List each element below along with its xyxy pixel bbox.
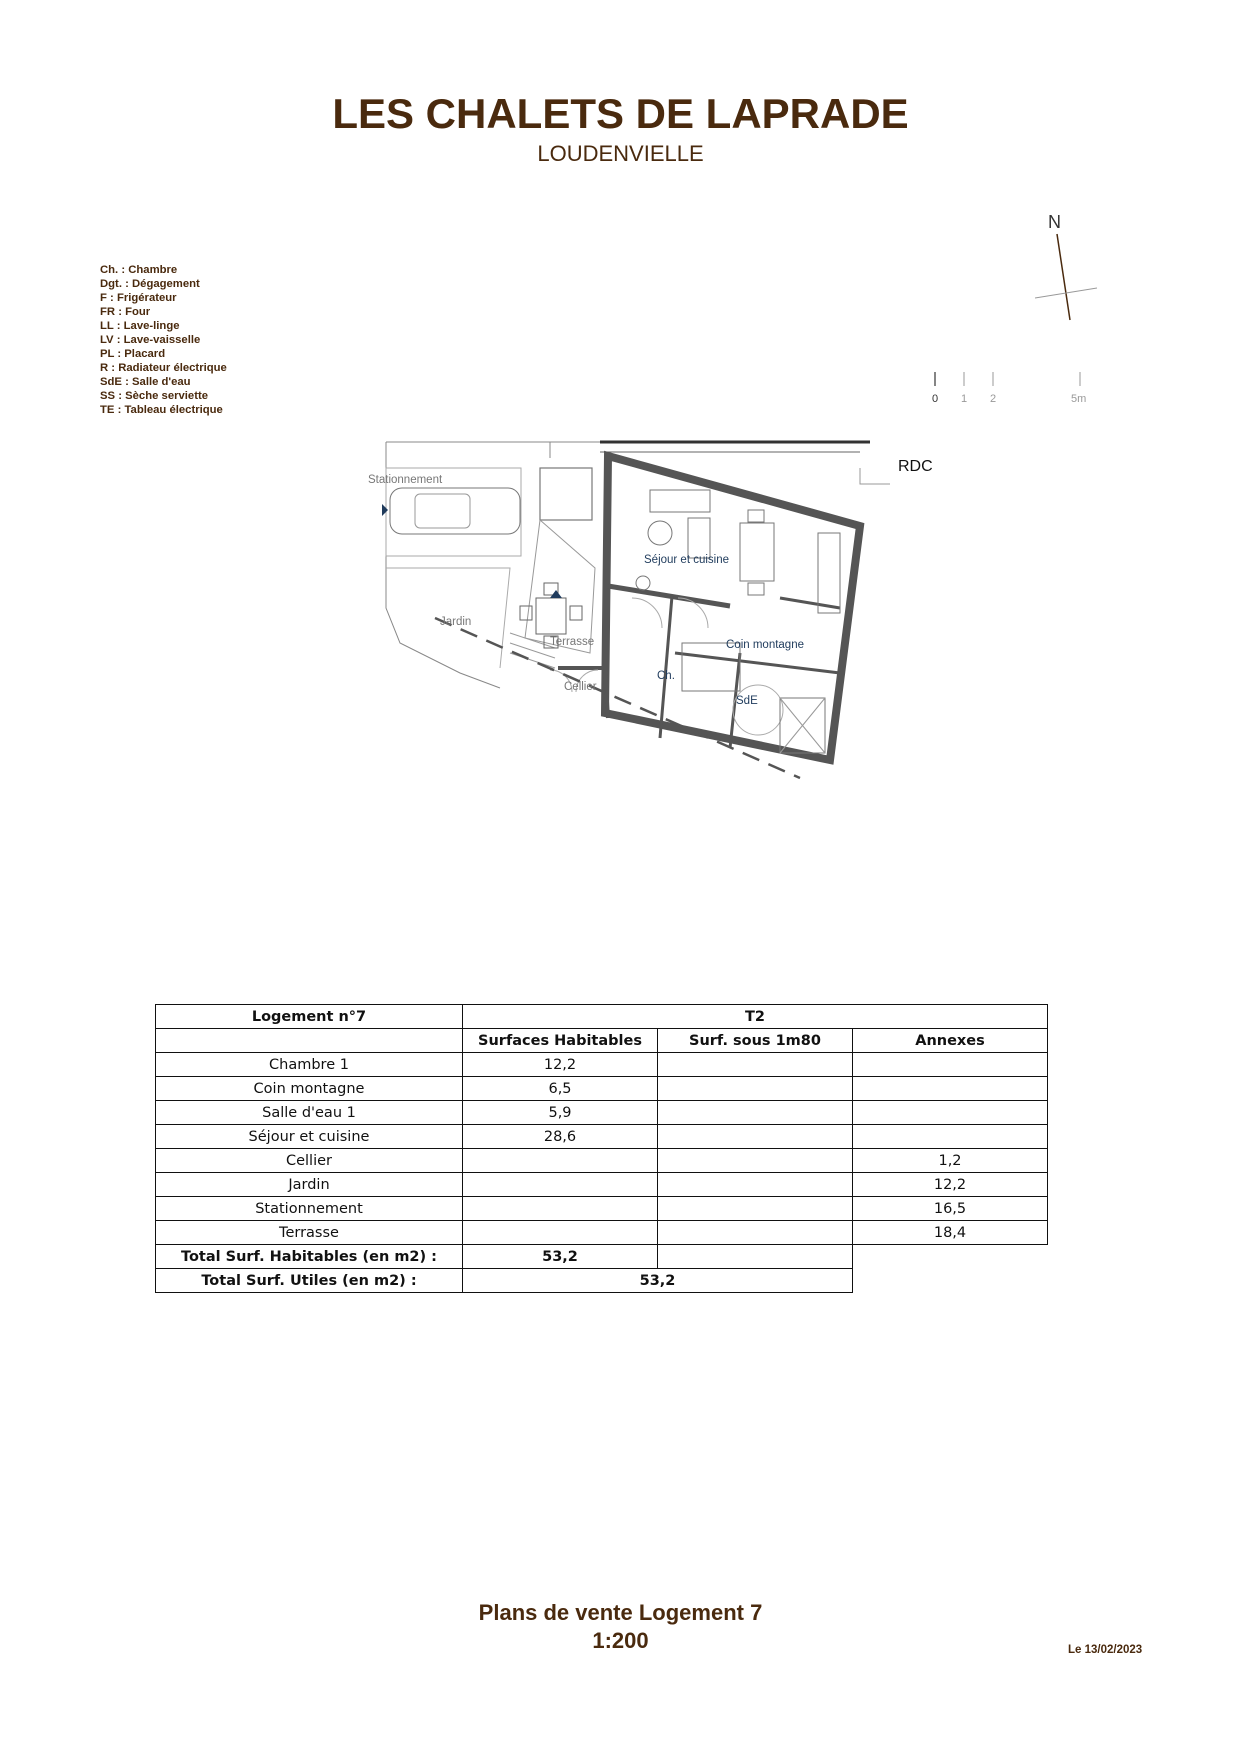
logement-label: Logement n°7 <box>156 1005 463 1029</box>
room-name: Cellier <box>156 1149 463 1173</box>
total-utiles-value: 53,2 <box>463 1269 853 1293</box>
annexes-value <box>853 1125 1048 1149</box>
page-subtitle-location: LOUDENVIELLE <box>537 141 704 166</box>
sous180-value <box>658 1173 853 1197</box>
north-arrow-icon <box>1035 210 1115 330</box>
annexes-value <box>853 1101 1048 1125</box>
habitable-value <box>463 1197 658 1221</box>
legend-item: LL : Lave-linge <box>100 320 180 332</box>
room-label-jardin: Jardin <box>440 616 472 628</box>
annexes-value: 12,2 <box>853 1173 1048 1197</box>
room-label-coin-montagne: Coin montagne <box>726 639 804 651</box>
sous180-value <box>658 1077 853 1101</box>
document-date: Le 13/02/2023 <box>1068 1644 1143 1656</box>
table-row <box>156 1149 1048 1173</box>
legend-item: SS : Sèche serviette <box>100 390 209 402</box>
level-label: RDC <box>898 458 933 475</box>
floor-plan <box>360 438 900 828</box>
room-name: Chambre 1 <box>156 1053 463 1077</box>
page-title: LES CHALETS DE LAPRADE <box>332 90 909 137</box>
legend-item: LV : Lave-vaisselle <box>100 334 201 346</box>
legend-item: Ch. : Chambre <box>100 264 178 276</box>
legend-item: Dgt. : Dégagement <box>100 278 200 290</box>
column-header: Annexes <box>853 1029 1048 1053</box>
sous180-value <box>658 1053 853 1077</box>
table-cell <box>658 1245 853 1269</box>
table-row <box>156 1101 1048 1125</box>
table-row <box>156 1221 1048 1245</box>
room-label-chambre: Ch. <box>657 670 675 682</box>
room-name: Jardin <box>156 1173 463 1197</box>
footer-scale: 1:200 <box>592 1628 649 1653</box>
habitable-value: 6,5 <box>463 1077 658 1101</box>
surfaces-table <box>155 1004 1048 1293</box>
annexes-value: 1,2 <box>853 1149 1048 1173</box>
abbreviation-legend <box>100 263 227 417</box>
table-cell <box>156 1029 463 1053</box>
north-label: N <box>1048 212 1061 232</box>
room-label-sde: SdE <box>736 695 758 707</box>
room-label-stationnement: Stationnement <box>368 474 443 486</box>
legend-item: PL : Placard <box>100 348 166 360</box>
sous180-value <box>658 1197 853 1221</box>
total-habitables-value: 53,2 <box>463 1245 658 1269</box>
total-utiles-row <box>156 1269 1048 1293</box>
habitable-value <box>463 1149 658 1173</box>
habitable-value: 5,9 <box>463 1101 658 1125</box>
column-header: Surf. sous 1m80 <box>658 1029 853 1053</box>
sous180-value <box>658 1149 853 1173</box>
habitable-value <box>463 1221 658 1245</box>
footer-title: Plans de vente Logement 7 <box>478 1600 763 1625</box>
total-habitables-row <box>156 1245 1048 1269</box>
room-name: Salle d'eau 1 <box>156 1101 463 1125</box>
room-name: Terrasse <box>156 1221 463 1245</box>
table-cell <box>853 1245 1048 1269</box>
table-cell <box>853 1269 1048 1293</box>
scale-bar <box>930 370 1100 410</box>
habitable-value: 12,2 <box>463 1053 658 1077</box>
annexes-value: 16,5 <box>853 1197 1048 1221</box>
habitable-value <box>463 1173 658 1197</box>
scale-tick-label: 0 <box>932 393 939 405</box>
table-row <box>156 1077 1048 1101</box>
column-header: Surfaces Habitables <box>463 1029 658 1053</box>
scale-tick-label: 1 <box>961 393 968 405</box>
table-row <box>156 1053 1048 1077</box>
total-utiles-label: Total Surf. Utiles (en m2) : <box>156 1269 463 1293</box>
habitable-value: 28,6 <box>463 1125 658 1149</box>
table-header-row <box>156 1029 1048 1053</box>
table-row <box>156 1005 1048 1029</box>
legend-item: F : Frigérateur <box>100 292 177 304</box>
annexes-value <box>853 1077 1048 1101</box>
annexes-value <box>853 1053 1048 1077</box>
room-label-terrasse: Terrasse <box>550 636 595 648</box>
sous180-value <box>658 1125 853 1149</box>
room-name: Séjour et cuisine <box>156 1125 463 1149</box>
annexes-value: 18,4 <box>853 1221 1048 1245</box>
legend-item: SdE : Salle d'eau <box>100 376 191 388</box>
room-label-cellier: Cellier <box>564 681 597 693</box>
legend-item: TE : Tableau électrique <box>100 404 223 416</box>
legend-item: R : Radiateur électrique <box>100 362 227 374</box>
scale-tick-label: 5m <box>1071 393 1087 405</box>
sous180-value <box>658 1101 853 1125</box>
room-name: Stationnement <box>156 1197 463 1221</box>
scale-tick-label: 2 <box>990 393 997 405</box>
legend-item: FR : Four <box>100 306 151 318</box>
table-row <box>156 1125 1048 1149</box>
logement-type: T2 <box>463 1005 1048 1029</box>
total-habitables-label: Total Surf. Habitables (en m2) : <box>156 1245 463 1269</box>
sous180-value <box>658 1221 853 1245</box>
room-name: Coin montagne <box>156 1077 463 1101</box>
table-row <box>156 1197 1048 1221</box>
table-row <box>156 1173 1048 1197</box>
room-label-sejour: Séjour et cuisine <box>644 554 730 566</box>
